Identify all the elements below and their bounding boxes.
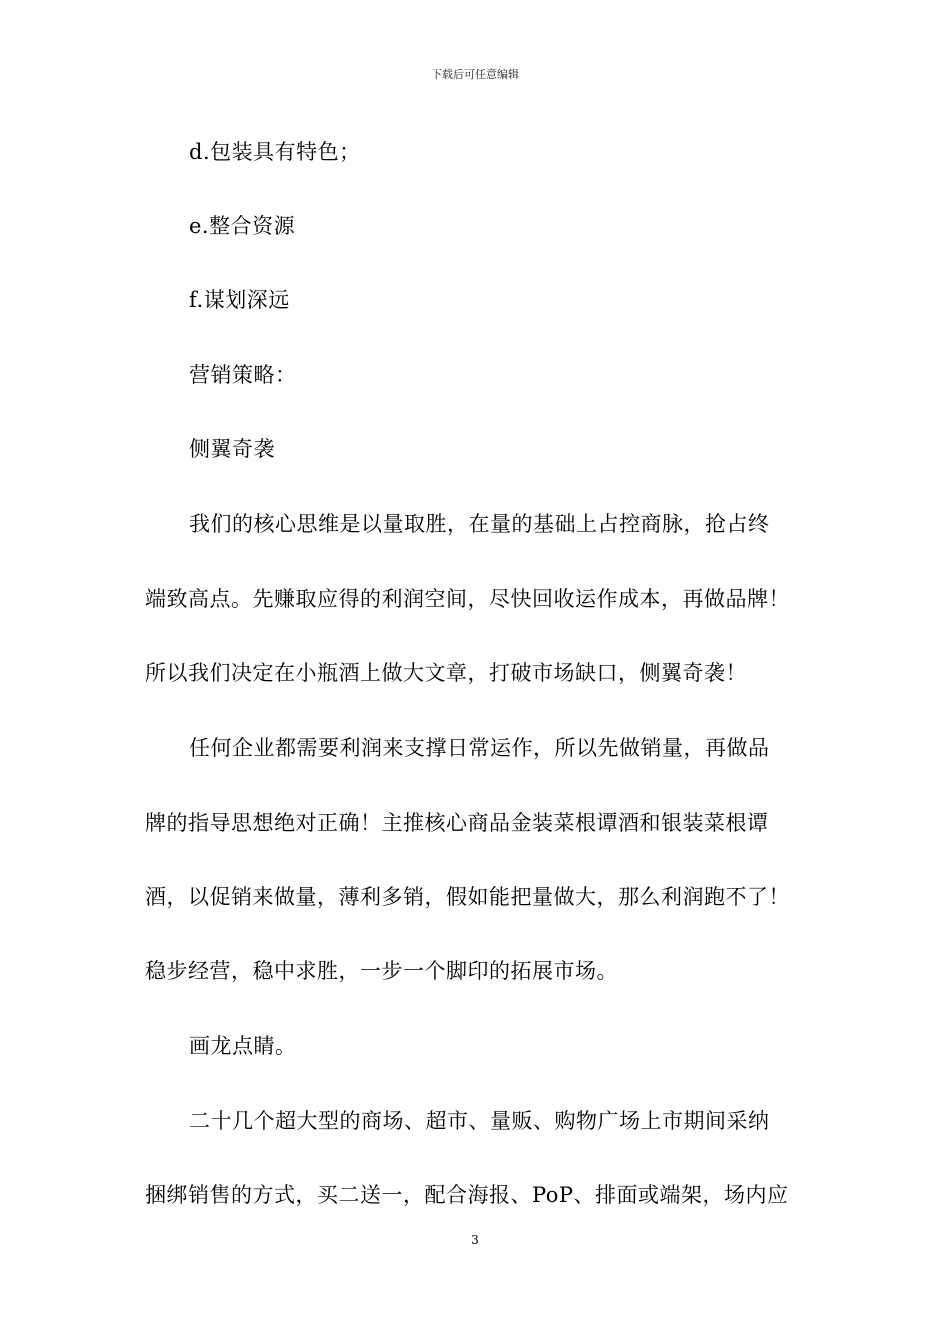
list-item-f: f.谋划深远 <box>189 288 290 312</box>
paragraph-line: 所以我们决定在小瓶酒上做大文章，打破市场缺口，侧翼奇袭！ <box>145 661 747 685</box>
paragraph-line: 二十几个超大型的商场、超市、量贩、购物广场上市期间采纳 <box>189 1109 770 1133</box>
paragraph-line: 稳步经营，稳中求胜，一步一个脚印的拓展市场。 <box>145 959 618 983</box>
paragraph-line: 酒，以促销来做量，薄利多销，假如能把量做大，那么利润跑不了！ <box>145 885 790 909</box>
paragraph-line: 我们的核心思维是以量取胜，在量的基础上占控商脉，抢占终 <box>189 512 770 536</box>
section-heading-marketing-strategy: 营销策略： <box>189 363 297 387</box>
subheading-finishing-touch: 画龙点睛。 <box>189 1034 297 1058</box>
list-item-e: e.整合资源 <box>189 214 296 238</box>
paragraph-line: 捆绑销售的方式，买二送一，配合海报、PoP、排面或端架，场内应 <box>145 1183 789 1207</box>
list-item-d: d.包装具有特色； <box>189 140 361 164</box>
paragraph-line: 任何企业都需要利润来支撑日常运作，所以先做销量，再做品 <box>189 736 770 760</box>
page-header: 下载后可任意编辑 <box>431 68 519 81</box>
page-number: 3 <box>471 1233 479 1247</box>
subheading-flank-attack: 侧翼奇袭 <box>189 437 275 461</box>
paragraph-line: 牌的指导思想绝对正确！主推核心商品金装菜根谭酒和银装菜根谭 <box>145 811 769 835</box>
paragraph-line: 端致高点。先赚取应得的利润空间，尽快回收运作成本，再做品牌！ <box>145 587 790 611</box>
